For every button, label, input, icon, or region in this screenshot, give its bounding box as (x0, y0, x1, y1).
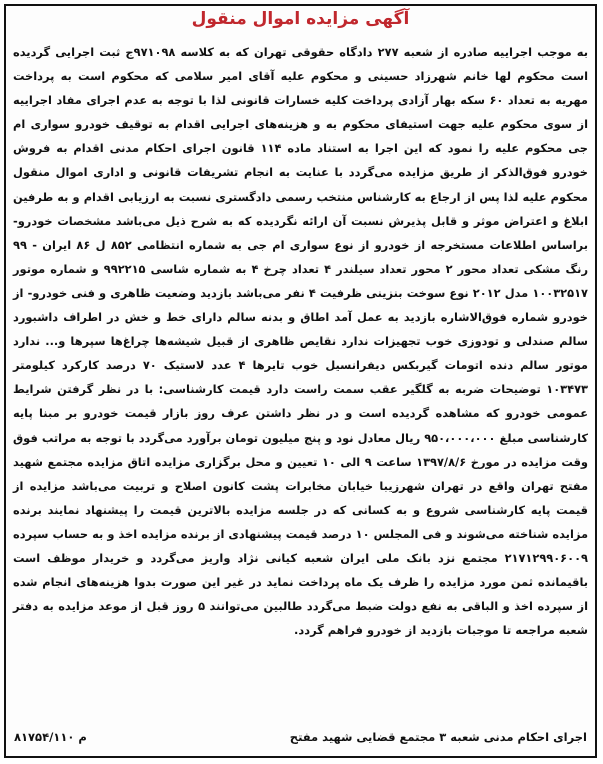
notice-code: ۸۱۷۵۴/م ۱۱۰ (14, 730, 87, 744)
notice-frame (4, 4, 597, 758)
notice-body: به موجب اجراییه صادره از شعبه ۲۷۷ دادگاه حقوقی تهران که به کلاسه ۹۷۱۰۹۸ج ثبت اجرایی گردیده است محکوم لها خانم شهرزاد حسینی و محکوم علیه آقای امیر سلامی که محکوم است به پرداخت مهریه به تعداد ۶۰ سکه بهار آزادی پرداخت کلیه خسارات قانونی لذا با توجه به عدم اجرای مفاد اجراییه از سوی محکوم علیه جهت استیفای محکوم به و هزینه‌های اجرایی اقدام به توقیف خودرو سواری ام جی محکوم علیه را نمود که این اجرا به استناد ماده ۱۱۴ قانون اجرای احکام مدنی اقدام به فروش خودرو فوق‌الذکر از طریق مزایده می‌گردد با عنایت به انجام تشریفات قانونی و اداری اموال منقول محکوم علیه لذا پس از ارجاع به کارشناس منتخب رسمی دادگستری نسبت به ارزیابی اقدام و به طرفین ابلاغ و اعتراض موثر و قابل پذیرش نسبت آن ارائه نگردیده که به شرح ذیل می‌باشد مشخصات خودرو- براساس اطلاعات مستخرجه از خودرو از نوع سواری ام جی به شماره انتظامی ۸۵۲ ل ۸۶ ایران - ۹۹ رنگ مشکی تعداد محور ۲ محور تعداد سیلندر ۴ تعداد چرخ ۴ به شماره شاسی ۹۹۲۲۱۵ و شماره موتور ۱۰۰۳۲۵۱۷ مدل ۲۰۱۲ نوع سوخت بنزینی ظرفیت ۴ نفر می‌باشد بازدید وضعیت ظاهری و فنی خودرو- از خودرو شماره فوق‌الاشاره بازدید به عمل آمد اطاق و بدنه سالم دارای خط و خش در اطراف داشبورد سالم صندلی و تودوزی خوب تجهیزات ندارد نقایص ظاهری از قبیل شیشه‌ها چراغ‌ها سپرها و... ندارد موتور سالم دنده اتومات گیربکس دیفرانسیل خوب تایرها ۴ عدد لاستیک ۷۰ درصد کارکرد کیلومتر ۱۰۳۴۷۳ توضیحات ضربه به گلگیر عقب سمت راست دارد قیمت کارشناسی: با در نظر گرفتن شرایط عمومی خودرو که مشاهده گردیده است و در نظر داشتن عرف روز بازار قیمت خودرو بر مبنا پایه کارشناسی مبلغ ۹۵۰،۰۰۰،۰۰۰ ریال معادل نود و پنج میلیون تومان برآورد می‌گردد با توجه به مراتب فوق وقت مزایده در مورخ ۱۳۹۷/۸/۶ ساعت ۹ الی ۱۰ تعیین و محل برگزاری مزایده اتاق مزایده مجتمع شهید مفتح تهران واقع در تهران شهرزیبا خیابان مخابرات پشت کانون اصلاح و تربیت می‌باشد مزایده از قیمت پایه کارشناسی شروع و به کسانی که در جلسه مزایده بالاترین قیمت را پیشنهاد نمایند برنده مزایده شناخته می‌شوند و فی المجلس ۱۰ درصد قیمت پیشنهادی از برنده مزایده اخذ و به حساب سپرده ۲۱۷۱۲۹۹۰۶۰۰۹ مجتمع نزد بانک ملی ایران شعبه کیانی نژاد واریز می‌گردد و خریدار موظف است باقیمانده ثمن مورد مزایده را ظرف یک ماه پرداخت نماید در غیر این صورت بدوا هزینه‌های انجام شده از سپرده اخذ و الباقی به نفع دولت ضبط می‌گردد طالبین می‌توانند ۵ روز قبل از موعد مزایده به دفتر شعبه مراجعه تا موجبات بازدید از خودرو فراهم گردد. (13, 45, 589, 638)
notice-footer (14, 726, 587, 752)
issuer-name: اجرای احکام مدنی شعبه ۳ مجتمع قضایی شهید مفتح (289, 730, 587, 744)
notice-title: آگهی مزایده اموال منقول (191, 9, 410, 29)
